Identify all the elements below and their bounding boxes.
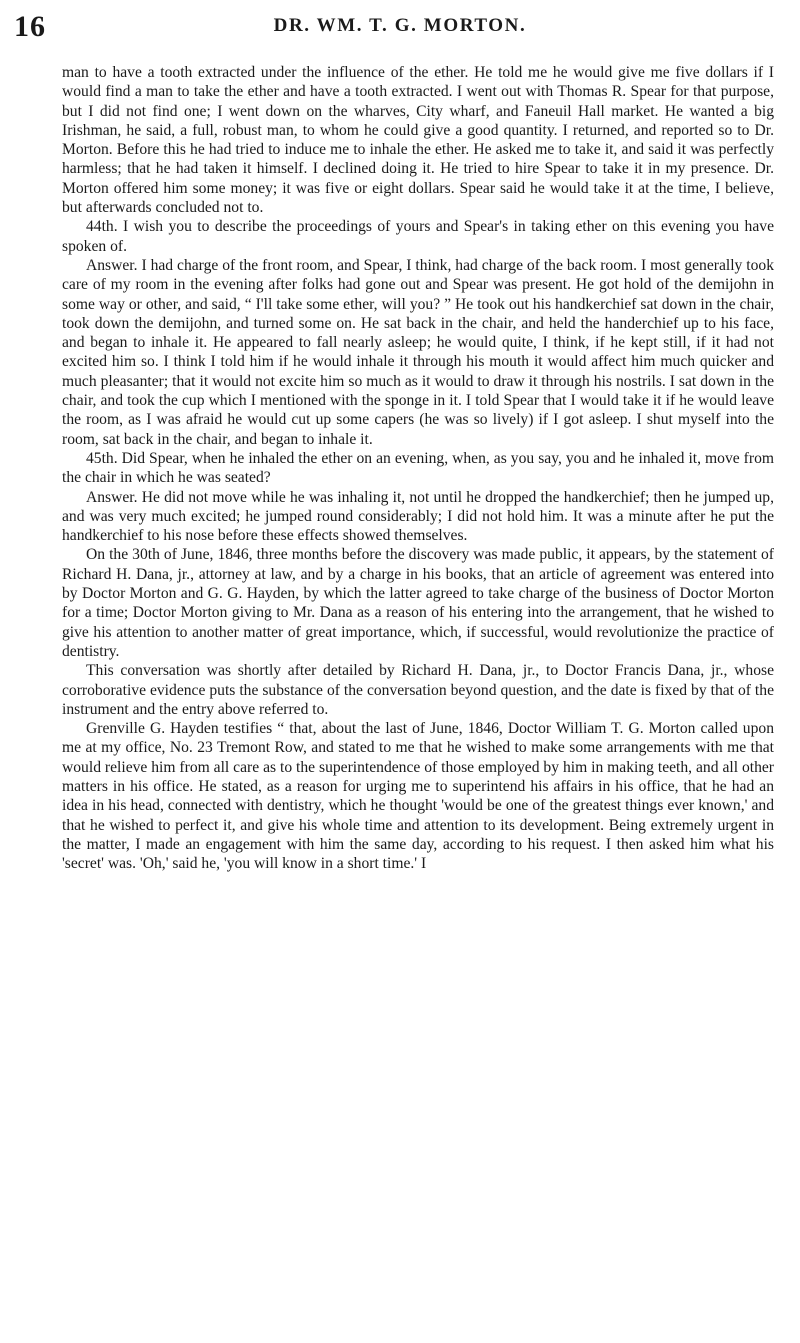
paragraph: 45th. Did Spear, when he inhaled the ether on an evening, when, as you say, you and he inhaled it, move from the chair in which he was seated? xyxy=(62,449,774,487)
page-number: 16 xyxy=(14,10,46,43)
paragraph: man to have a tooth extracted under the influence of the ether. He told me he would give me five dollars if I would find a man to take the ether and have a tooth extracted. I went out with Thomas R. Spear for that purpose, but I did not find one; I went down on the wharves, City wharf, and Faneuil Hall market. He wanted a big Irishman, he said, a full, robust man, to whom he could give a good quantity. I returned, and reported so to Dr. Morton. Before this he had tried to induce me to inhale the ether. He asked me to take it, and said it was perfectly harmless; that he had taken it himself. I declined doing it. He tried to hire Spear to take it in my presence. Dr. Morton offered him some money; it was five or eight dollars. Spear said he would take it at the time, I believe, but afterwards concluded not to. xyxy=(62,64,774,217)
paragraph: Answer. He did not move while he was inhaling it, not until he dropped the handkerchief; then he jumped up, and was very much excited; he jumped round considerably; I did not hold him. It was a minute after he put the handkerchief to his nose before these effects showed themselves. xyxy=(62,488,774,545)
paragraph: Answer. I had charge of the front room, and Spear, I think, had charge of the back room. I most generally took care of my room in the evening after folks had gone out and Spear was present. He got hold of the demijohn in some way or other, and said, “ I'll take some ether, will you? ” He took out his handkerchief sat down in the chair, took down the demijohn, and turned some on. He sat back in the chair, and held the handerchief up to his face, and began to inhale it. He appeared to fall nearly asleep; he would quite, I think, if he kept still, if it had not excited him so. I think I told him if he would inhale it through his mouth it would affect him much quicker and much pleasanter; that it would not excite him so much as it would to draw it through his nostrils. I sat down in the chair, and took the cup which I mentioned with the sponge in it. I told Spear that I would take it if he would leave the room, as I was afraid he would cut up some capers (he was so lively) if I got asleep. I shut myself into the room, sat back in the chair, and began to inhale it. xyxy=(62,256,774,448)
paragraph: 44th. I wish you to describe the proceedings of yours and Spear's in taking ether on this evening you have spoken of. xyxy=(62,218,774,255)
paragraph: On the 30th of June, 1846, three months before the discovery was made public, it appears, by the statement of Richard H. Dana, jr., attorney at law, and by a charge in his books, that an article of agreement was entered into by Doctor Morton and G. G. Hayden, by which the latter agreed to take charge of the business of Doctor Morton for a time; Doctor Morton giving to Mr. Dana as a reason of his entering into the arrangement, that he wished to give his attention to another matter of great importance, which, if successful, would revolutionize the practice of dentistry. xyxy=(62,546,774,660)
body-text xyxy=(62,63,774,873)
paragraph: This conversation was shortly after detailed by Richard H. Dana, jr., to Doctor Francis Dana, jr., whose corroborative evidence puts the substance of the conversation beyond question, and the date is fixed by that of the instrument and the entry above referred to. xyxy=(62,662,774,718)
running-head: DR. WM. T. G. MORTON. xyxy=(273,15,527,36)
paragraph: Grenville G. Hayden testifies “ that, about the last of June, 1846, Doctor William T. G. Morton called upon me at my office, No. 23 Tremont Row, and stated to me that he wished to make some arrangements with me that would relieve him from all care as to the superintendence of those employed by him in making teeth, and all other matters in his office. He stated, as a reason for urging me to superintend his affairs in his office, that he had an idea in his head, connected with dentistry, which he thought 'would be one of the greatest things ever known,' and that he wished to perfect it, and give his whole time and attention to its development. Being extremely urgent in the matter, I made an engagement with him the same day, according to his request. I then asked him what his 'secret' was. 'Oh,' said he, 'you will know in a short time.' I xyxy=(62,720,774,873)
page-header xyxy=(0,10,800,50)
